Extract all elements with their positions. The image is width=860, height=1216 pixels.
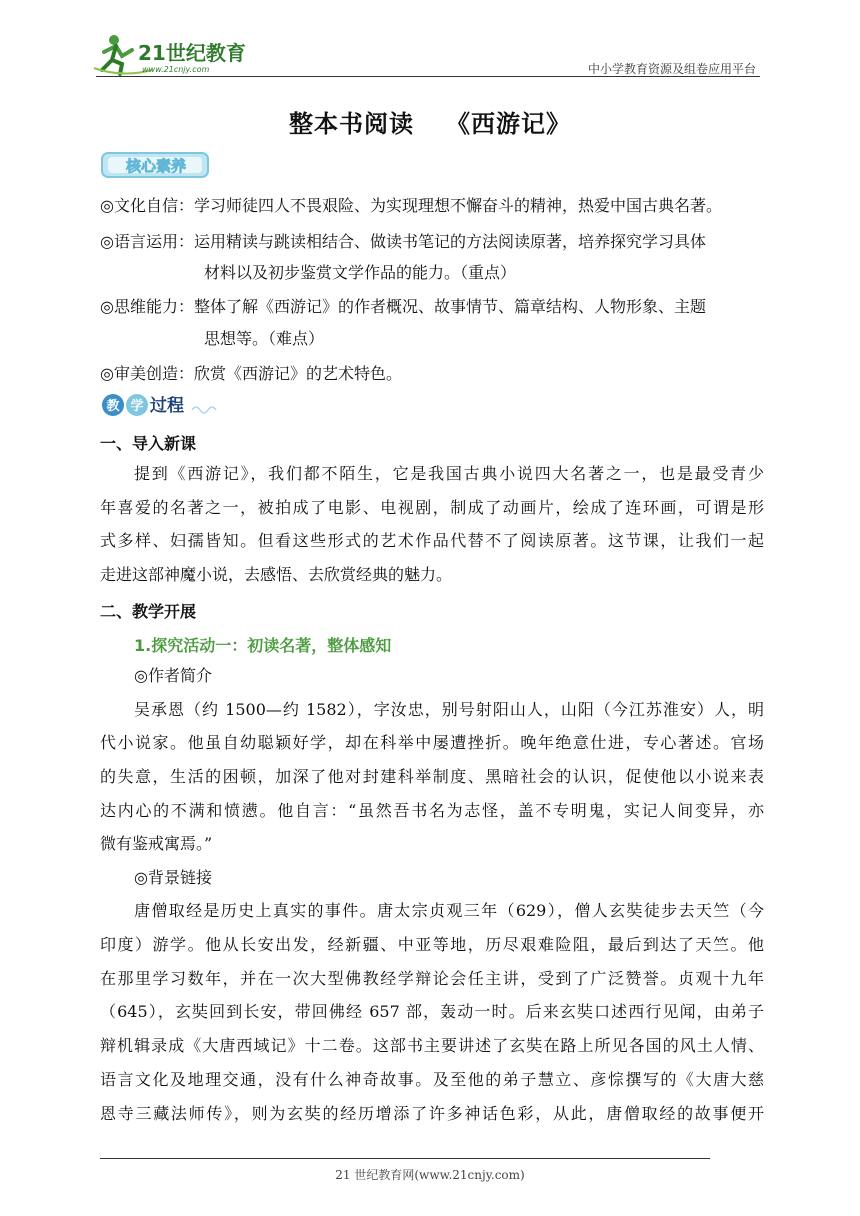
header-divider	[96, 76, 760, 77]
objective-language	[100, 232, 706, 252]
objective-aesthetic	[100, 364, 402, 384]
objective-thinking-cont: 思想等。（难点）	[204, 329, 325, 348]
paragraph-line: 代小说家。他虽自幼聪颖好学，却在科举中屡遭挫折。晚年绝意仕进，专心著述。官场	[100, 733, 764, 752]
objective-label: ◎思维能力：	[100, 297, 194, 316]
platform-label: 中小学教育资源及组卷应用平台	[587, 62, 756, 76]
banner-rest: 过程	[150, 396, 184, 416]
teaching-process-banner	[100, 390, 220, 420]
background-heading: ◎背景链接	[134, 868, 212, 887]
title-part-2: 《西游记》	[446, 110, 571, 138]
author-heading: ◎作者简介	[134, 666, 212, 685]
banner-char-2: 学	[130, 399, 144, 414]
core-literacy-badge	[100, 150, 212, 180]
paragraph-line: 达内心的不满和愤懑。他自言：“虽然吾书名为志怪，盖不专明鬼，实记人间变异，亦	[100, 801, 764, 820]
objective-text: 整体了解《西游记》的作者概况、故事情节、篇章结构、人物形象、主题	[193, 297, 706, 316]
paragraph-line: 语言文化及地理交通，没有什么神奇故事。及至他的弟子慧立、彦悰撰写的《大唐大慈	[100, 1070, 764, 1089]
footer-divider	[100, 1158, 710, 1159]
logo-url: www.21cnjy.com	[142, 65, 210, 74]
objective-text: 欣赏《西游记》的艺术特色。	[193, 364, 402, 383]
section-2-heading: 二、教学开展	[100, 602, 197, 621]
objective-thinking	[100, 297, 706, 317]
objective-culture	[100, 196, 722, 216]
paragraph-line: 式多样、妇孺皆知。但看这些形式的艺术作品代替不了阅读原著。这节课，让我们一起	[100, 531, 764, 550]
paragraph-line: 的失意，生活的困顿，加深了他对封建科举制度、黑暗社会的认识，促使他以小说来表	[100, 767, 764, 786]
objective-language-cont: 材料以及初步鉴赏文学作品的能力。（重点）	[204, 263, 517, 282]
activity-1-heading: 1.探究活动一：初读名著，整体感知	[134, 636, 392, 655]
title-part-1: 整本书阅读	[289, 110, 414, 138]
site-logo	[92, 30, 262, 80]
paragraph-line: 微有鉴戒寓焉。”	[100, 834, 213, 853]
paragraph-line: 提到《西游记》，我们都不陌生，它是我国古典小说四大名著之一，也是最受青少	[134, 464, 764, 483]
paragraph-line: 吴承恩（约 1500—约 1582），字汝忠，别号射阳山人，山阳（今江苏淮安）人，明	[134, 700, 764, 719]
objective-text: 运用精读与跳读相结合、做读书笔记的方法阅读原著，培养探究学习具体	[193, 232, 706, 251]
paragraph-line: 辩机辑录成《大唐西域记》十二卷。这部书主要讲述了玄奘在路上所见各国的风土人情、	[100, 1036, 764, 1055]
logo-text: 21世纪教育	[138, 41, 246, 65]
page-title	[0, 104, 860, 139]
objective-label: ◎语言运用：	[100, 232, 194, 251]
runner-icon	[92, 30, 262, 80]
objective-text: 学习师徒四人不畏艰险、为实现理想不懈奋斗的精神，热爱中国古典名著。	[193, 196, 722, 215]
badge-text: 核心素养	[125, 157, 187, 175]
section-1-heading: 一、导入新课	[100, 434, 197, 453]
objective-label: ◎文化自信：	[100, 196, 194, 215]
paragraph-line: 在那里学习数年，并在一次大型佛教经学辩论会任主讲，受到了广泛赞誉。贞观十九年	[100, 969, 764, 988]
banner-char-1: 教	[106, 399, 120, 414]
paragraph-line: 唐僧取经是历史上真实的事件。唐太宗贞观三年（629），僧人玄奘徒步去天竺（今	[134, 901, 764, 920]
paragraph-line: 恩寺三藏法师传》，则为玄奘的经历增添了许多神话色彩，从此，唐僧取经的故事便开	[100, 1104, 764, 1123]
objective-label: ◎审美创造：	[100, 364, 194, 383]
paragraph-line: 年喜爱的名著之一，被拍成了电影、电视剧，制成了动画片，绘成了连环画，可谓是形	[100, 498, 764, 517]
paragraph-line: （645），玄奘回到长安，带回佛经 657 部，轰动一时。后来玄奘口述西行见闻，由弟子	[100, 1002, 764, 1021]
paragraph-line: 走进这部神魔小说，去感悟、去欣赏经典的魅力。	[100, 565, 453, 584]
paragraph-line: 印度）游学。他从长安出发，经新疆、中亚等地，历尽艰难险阻，最后到达了天竺。他	[100, 935, 764, 954]
footer-text: 21 世纪教育网(www.21cnjy.com)	[335, 1168, 525, 1182]
